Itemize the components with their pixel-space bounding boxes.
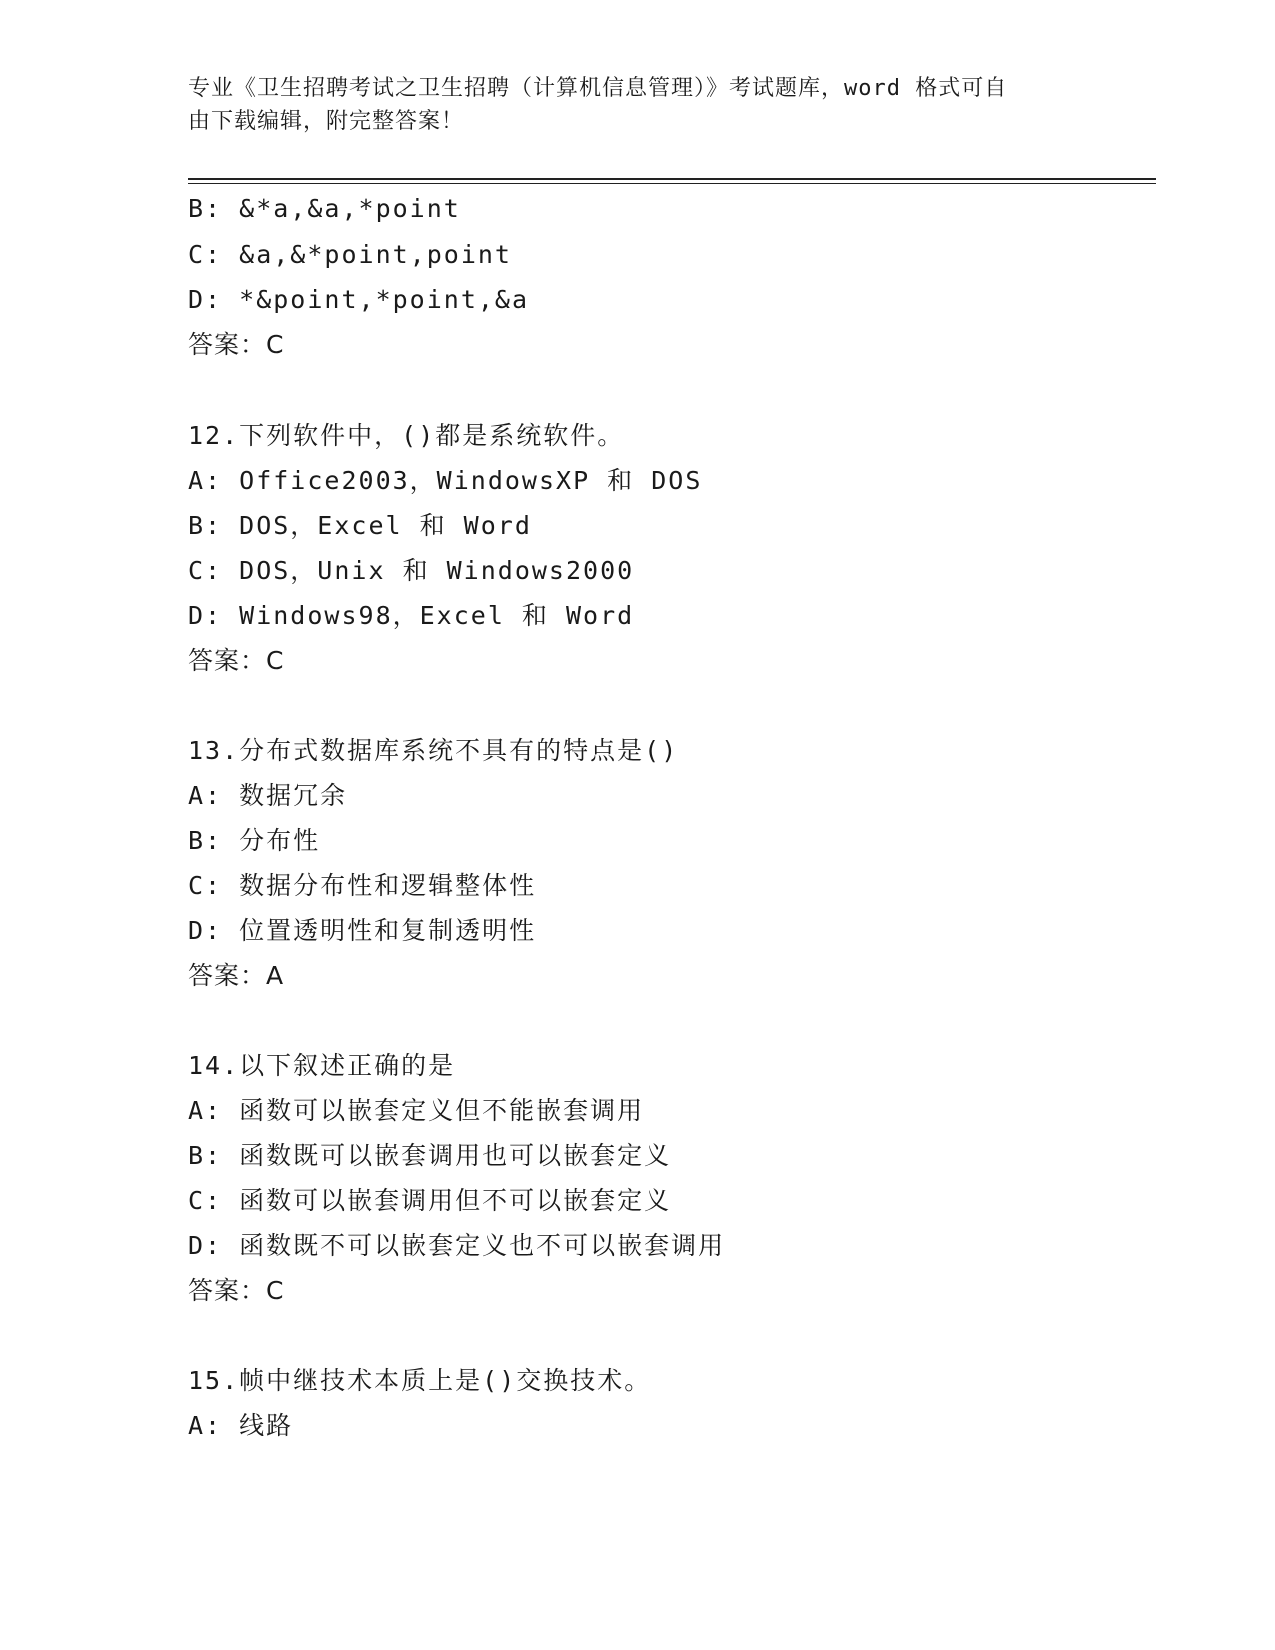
q13-option-a: A: 数据冗余	[188, 781, 348, 810]
q14-option-c: C: 函数可以嵌套调用但不可以嵌套定义	[188, 1186, 672, 1215]
header-divider-thin	[188, 183, 1156, 184]
q14-option-b: B: 函数既可以嵌套调用也可以嵌套定义	[188, 1141, 672, 1170]
q13-option-b: B: 分布性	[188, 826, 321, 855]
q13-title: 13.分布式数据库系统不具有的特点是()	[188, 736, 679, 765]
q11-answer: 答案：C	[188, 330, 285, 359]
q13-answer: 答案：A	[188, 961, 285, 990]
q11-option-d: D: *&point,*point,&a	[188, 285, 530, 314]
q14-title: 14.以下叙述正确的是	[188, 1051, 456, 1080]
q12-option-b: B: DOS，Excel 和 Word	[188, 511, 532, 540]
q12-title: 12.下列软件中，()都是系统软件。	[188, 421, 625, 450]
q13-option-d: D: 位置透明性和复制透明性	[188, 916, 537, 945]
q14-answer: 答案：C	[188, 1276, 285, 1305]
header-line-1: 专业《卫生招聘考试之卫生招聘（计算机信息管理）》考试题库，word 格式可自	[188, 76, 1008, 101]
q14-option-d: D: 函数既不可以嵌套定义也不可以嵌套调用	[188, 1231, 726, 1260]
q12-option-c: C: DOS，Unix 和 Windows2000	[188, 556, 635, 585]
document-header	[188, 72, 1068, 138]
q11-option-c: C: &a,&*point,point	[188, 240, 512, 269]
q12-option-a: A: Office2003，WindowsXP 和 DOS	[188, 466, 703, 495]
q12-option-d: D: Windows98，Excel 和 Word	[188, 601, 635, 630]
q11-option-b: B: &*a,&a,*point	[188, 194, 461, 223]
header-line-2: 由下载编辑，附完整答案！	[188, 109, 465, 134]
header-divider-thick	[188, 178, 1156, 180]
q12-answer: 答案：C	[188, 646, 285, 675]
q15-title: 15.帧中继技术本质上是()交换技术。	[188, 1366, 652, 1395]
q15-option-a: A: 线路	[188, 1411, 294, 1440]
q14-option-a: A: 函数可以嵌套定义但不能嵌套调用	[188, 1096, 645, 1125]
q13-option-c: C: 数据分布性和逻辑整体性	[188, 871, 537, 900]
